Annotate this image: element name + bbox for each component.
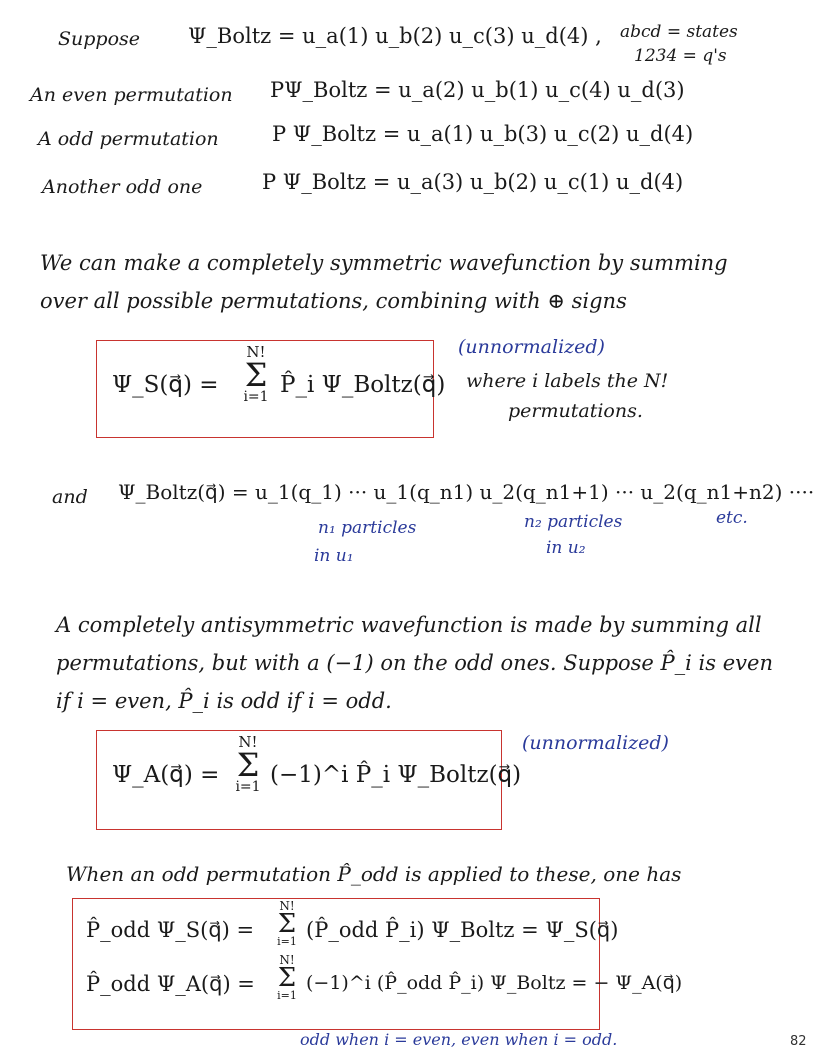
antisymmetric-sum-symbol: Σ — [236, 746, 260, 784]
boltz-note-etc: etc. — [716, 508, 748, 528]
another-odd-label: Another odd one — [42, 176, 203, 198]
symmetric-sum-symbol: Σ — [244, 356, 268, 394]
antisymmetric-sum-top: N! — [238, 733, 258, 751]
boltz-def-equation: Ψ_Boltz(q⃗) = u_1(q_1) ··· u_1(q_n1) u_2(q_n1+1) ··· u_2(q_n1+n2) ···· — [118, 480, 815, 504]
odd-permutation-text: When an odd permutation P̂_odd is applied to these, one has — [66, 862, 682, 886]
another-odd-equation: P Ψ_Boltz = u_a(3) u_b(2) u_c(1) u_d(4) — [262, 170, 684, 194]
odd-line1-rhs: (P̂_odd P̂_i) Ψ_Boltz = Ψ_S(q⃗) — [306, 918, 619, 942]
page-number: 82 — [790, 1034, 807, 1049]
states-note-line2: 1234 = q's — [634, 46, 727, 66]
symmetric-sum-bottom: i=1 — [243, 389, 269, 405]
symmetric-where-line1: where i labels the N! — [466, 370, 669, 392]
odd-line2-sum-bottom: i=1 — [277, 989, 297, 1002]
symmetric-rhs: P̂_i Ψ_Boltz(q⃗) — [280, 372, 446, 398]
symmetric-sum — [236, 344, 276, 404]
antisymmetric-sum — [228, 734, 268, 794]
odd-permutation-equation: P Ψ_Boltz = u_a(1) u_b(3) u_c(2) u_d(4) — [272, 122, 694, 146]
even-permutation-equation: PΨ_Boltz = u_a(2) u_b(1) u_c(4) u_d(3) — [270, 78, 685, 102]
odd-line1-lhs: P̂_odd Ψ_S(q⃗) = — [86, 918, 255, 942]
odd-line2-lhs: P̂_odd Ψ_A(q⃗) = — [86, 972, 255, 996]
even-permutation-label: An even permutation — [30, 84, 233, 106]
odd-line1-sum-symbol: Σ — [277, 909, 297, 939]
symmetric-where-line2: permutations. — [508, 400, 643, 422]
antisymmetric-sum-bottom: i=1 — [235, 779, 261, 795]
odd-line2-sum-top: N! — [279, 953, 295, 967]
odd-permutation-note: odd when i = even, even when i = odd. — [300, 1030, 618, 1049]
boltz-note1-line1: n₁ particles — [318, 518, 417, 538]
antisymmetric-unnormalized: (unnormalized) — [522, 732, 669, 754]
odd-line2-rhs: (−1)^i (P̂_odd P̂_i) Ψ_Boltz = − Ψ_A(q⃗) — [306, 972, 683, 994]
suppose-label: Suppose — [58, 28, 141, 50]
boltz-equation: Ψ_Boltz = u_a(1) u_b(2) u_c(3) u_d(4) , — [188, 24, 602, 48]
states-note-line1: abcd = states — [620, 22, 738, 42]
symmetric-unnormalized: (unnormalized) — [458, 336, 605, 358]
odd-line1-sum — [270, 900, 304, 947]
symmetric-text: We can make a completely symmetric wavefunction by summing over all possible permutations, combining with ⊕ signs — [40, 251, 728, 313]
boltz-note2-line1: n₂ particles — [524, 512, 623, 532]
odd-line2-sum — [270, 954, 304, 1001]
antisymmetric-rhs: (−1)^i P̂_i Ψ_Boltz(q⃗) — [270, 762, 522, 788]
symmetric-sum-top: N! — [246, 343, 266, 361]
antisymmetric-text: A completely antisymmetric wavefunction is made by summing all permutations, but with a (−1) on the odd ones. Suppose P̂_i is even if i = even, P̂_i is odd if i = odd. — [56, 613, 773, 713]
odd-permutation-label: A odd permutation — [38, 128, 219, 150]
boltz-def-lead: and — [52, 486, 88, 508]
boltz-note1-line2: in u₁ — [314, 546, 354, 566]
odd-line1-sum-bottom: i=1 — [277, 935, 297, 948]
symmetric-lhs: Ψ_S(q⃗) = — [112, 372, 219, 398]
odd-line2-sum-symbol: Σ — [277, 963, 297, 993]
boltz-note2-line2: in u₂ — [546, 538, 586, 558]
odd-line1-sum-top: N! — [279, 899, 295, 913]
antisymmetric-lhs: Ψ_A(q⃗) = — [112, 762, 220, 788]
